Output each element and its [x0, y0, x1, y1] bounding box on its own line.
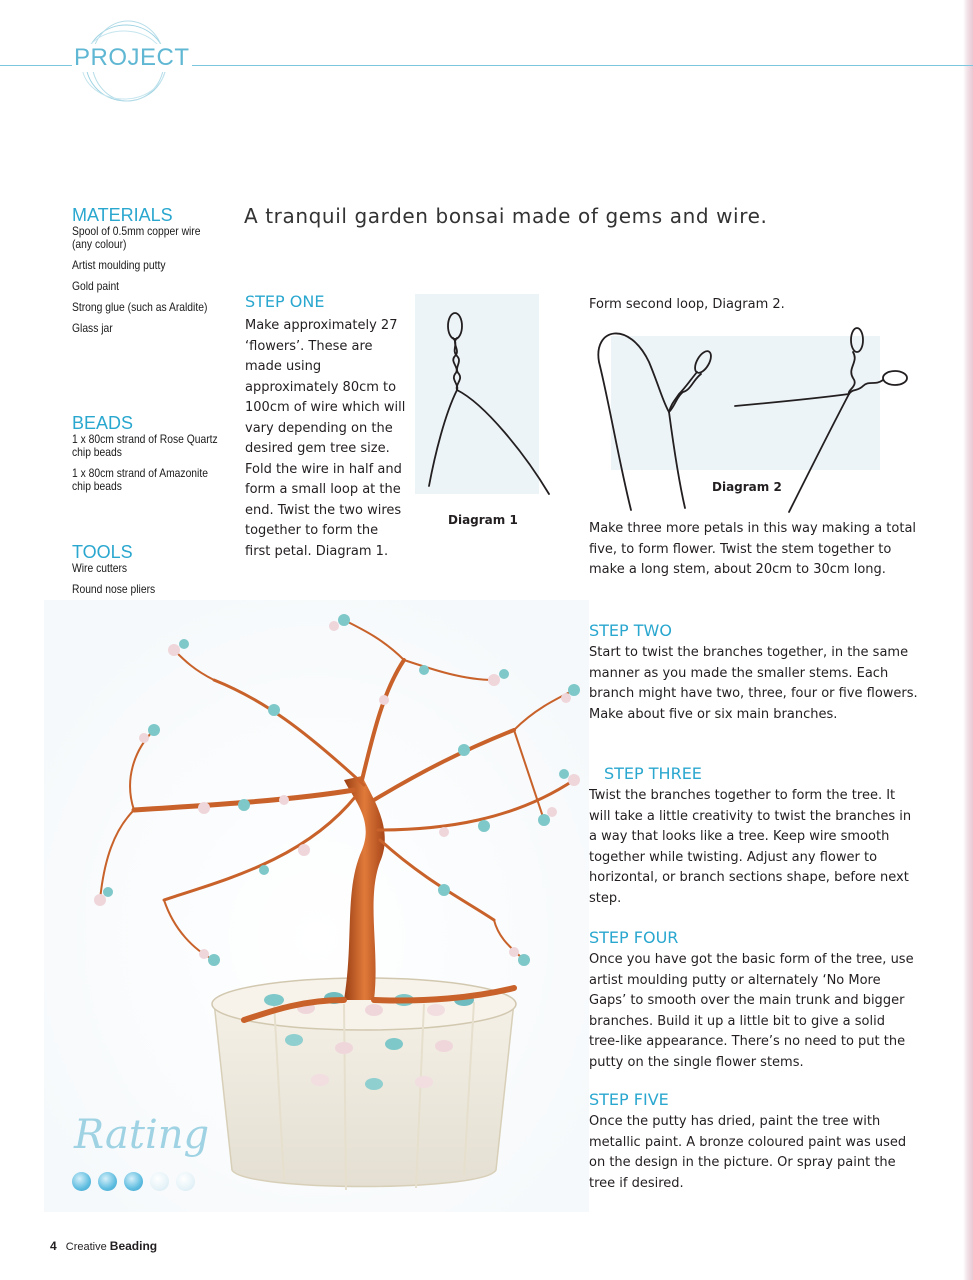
rating-dot — [124, 1172, 143, 1191]
list-item: Artist moulding putty — [72, 258, 166, 272]
rating-dot — [72, 1172, 91, 1191]
step-three-heading: STEP THREE — [604, 764, 702, 783]
materials-heading: MATERIALS — [72, 205, 173, 225]
list-item: 1 x 80cm strand of Rose Quartz chip beads — [72, 432, 218, 459]
step-two-text: Start to twist the branches together, in the same manner as you made the smaller stems. Each branch might have two, three, four or five flowers. Make about five or six main branches. — [589, 645, 918, 722]
rating-dot — [150, 1172, 169, 1191]
step-one-body: Make approximately 27 ‘flowers’. These are made using approximately 80cm to 100cm of wire which will vary depending on the desired gem tree size. Fold the wire in half and form a small loop at the end. Twist the two wires together to form the first petal. Diagram 1. — [245, 318, 406, 559]
list-item: Round nose pliers — [72, 582, 156, 596]
diagram-1-wire — [415, 294, 575, 504]
step-four-text: Once you have got the basic form of the tree, use artist moulding putty or alternately ‘No More Gaps’ to smooth over the main trunk and bigger branches. Build it up a little bit to give a solid tree-like appearance. There’s no need to put the putty on the single flower stems. — [589, 952, 914, 1070]
footer — [50, 1239, 157, 1253]
list-item: Glass jar — [72, 321, 113, 335]
list-item: Spool of 0.5mm copper wire (any colour) — [72, 224, 201, 251]
list-item: Wire cutters — [72, 561, 128, 575]
diagram-2-label: Diagram 2 — [712, 480, 782, 494]
petals-text: Make three more petals in this way making a total five, to form flower. Twist the stem together to make a long stem, about 20cm to 30cm long. — [589, 521, 917, 577]
page-number: 4 — [50, 1239, 57, 1253]
beads-list — [72, 414, 242, 493]
step-one-text — [245, 316, 407, 562]
step-three-text: Twist the branches together to form the tree. It will take a little creativity to twist the branches in a way that looks like a tree. Keep wire smooth together while twisting. Adjust any flower to horizontal, or branch sections shape, before next step. — [589, 788, 912, 906]
step-one-heading: STEP ONE — [245, 292, 325, 311]
rating-dot — [176, 1172, 195, 1191]
diagram-1-label: Diagram 1 — [448, 513, 518, 527]
list-item: 1 x 80cm strand of Amazonite chip beads — [72, 466, 208, 493]
step-two-heading: STEP TWO — [589, 621, 672, 640]
diagram-2-intro: Form second loop, Diagram 2. — [589, 297, 785, 312]
publication-prefix: Creative — [65, 1241, 107, 1253]
step-five-heading: STEP FIVE — [589, 1090, 669, 1109]
publication-name: Beading — [109, 1239, 158, 1253]
list-item: Strong glue (such as Araldite) — [72, 300, 208, 314]
list-item: Gold paint — [72, 279, 120, 293]
page-edge — [963, 0, 973, 1280]
rating-dot — [98, 1172, 117, 1191]
rating-dots — [72, 1172, 202, 1194]
section-label: PROJECT — [74, 44, 190, 71]
beads-heading: BEADS — [72, 413, 134, 433]
tools-heading: TOOLS — [72, 542, 133, 562]
rating-label: Rating — [74, 1112, 210, 1158]
step-four-heading: STEP FOUR — [589, 928, 679, 947]
materials-list — [72, 206, 242, 335]
step-one — [245, 293, 415, 311]
step-five-text: Once the putty has dried, paint the tree with metallic paint. A bronze coloured paint was used on the design in the picture. Or spray paint the tree if desired. — [589, 1114, 907, 1191]
intro-text: A tranquil garden bonsai made of gems and wire. — [244, 204, 768, 228]
